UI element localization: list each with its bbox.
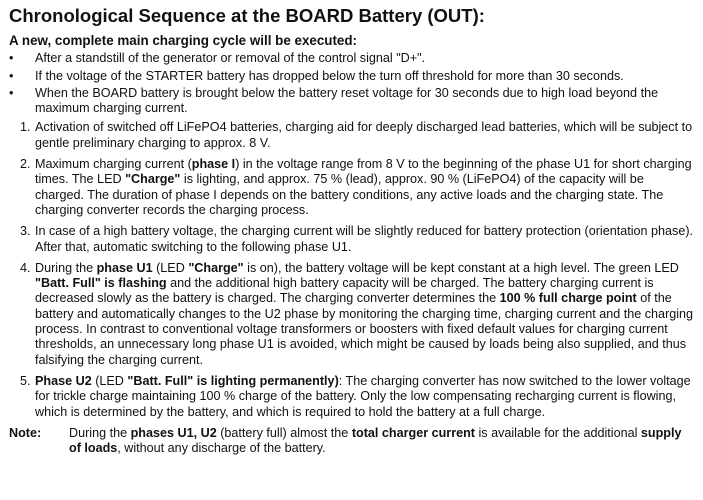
list-item	[9, 69, 695, 84]
bullet-icon: •	[9, 51, 14, 66]
step-text	[35, 224, 693, 253]
bullet-icon: •	[9, 85, 14, 100]
bold-text: supply of loads	[69, 425, 682, 456]
step-list	[9, 120, 695, 419]
section-subheading: A new, complete main charging cycle will be executed:	[9, 33, 358, 48]
bold-text: "Batt. Full" is flashing	[35, 276, 167, 291]
note-block	[9, 426, 695, 457]
step-item	[9, 224, 695, 255]
condition-list	[9, 51, 695, 116]
text-run: , without any discharge of the battery.	[117, 441, 326, 456]
bold-text: total charger current	[351, 425, 475, 440]
step-number: 4.	[20, 260, 31, 275]
bold-text: phase U1	[96, 260, 153, 275]
page-title: Chronological Sequence at the BOARD Battery (OUT):	[9, 5, 485, 26]
bold-text: "Charge"	[125, 172, 181, 187]
text-run: and the additional high battery capacity will be charged. The battery charging current is decreased slowly as the battery is charged. The charging converter determines the	[35, 276, 654, 306]
text-run: ) in the voltage range from 8 V to the beginning of the phase U1 for short charging times. The LED	[35, 157, 692, 187]
bold-text: phases U1, U2	[130, 425, 217, 440]
bold-text: Phase U2	[35, 373, 92, 388]
step-item	[9, 374, 695, 420]
step-text	[35, 261, 693, 367]
note-text	[69, 426, 695, 457]
note-label: Note:	[9, 425, 42, 440]
bold-text: 100 % full charge point	[499, 291, 637, 306]
bold-text: phase I	[191, 157, 236, 172]
step-text	[35, 374, 691, 419]
step-item	[9, 157, 695, 218]
list-item	[9, 86, 695, 117]
text-run: During the	[35, 260, 97, 275]
text-run: is on), the battery voltage will be kept constant at a high level. The green LED	[243, 260, 679, 275]
text-run: (LED	[152, 260, 189, 275]
text-run: : The charging converter has now switched to the lower voltage for trickle charge maintaining 100 % charge of the battery. Only the low compensating recharging current is flowing, which is determined by the battery, and which is required to hold the battery at a full charge.	[35, 373, 691, 419]
bold-text: "Charge"	[188, 260, 244, 275]
text-run: During the	[69, 425, 131, 440]
step-item	[9, 261, 695, 368]
text-run: of the battery and automatically changes to the U2 phase by monitoring the charging time, charging current and the charging process. In contrast to conventional voltage transformers or boosters with fixed default values for charging current thresholds, an unnecessary long phase U1 is avoided, which might be caused by loads being also supplied, and thus falsifying the charging current.	[35, 291, 694, 367]
step-number: 3.	[20, 224, 31, 239]
step-number: 2.	[20, 157, 31, 172]
step-item	[9, 120, 695, 151]
text-run: (LED	[91, 373, 128, 388]
bold-text: "Batt. Full" is lighting permanently)	[127, 373, 339, 388]
step-text	[35, 120, 692, 149]
text-run: Maximum charging current (	[35, 157, 192, 172]
step-number: 1.	[20, 120, 31, 135]
list-item-text: If the voltage of the STARTER battery has dropped below the turn off threshold for more than 30 seconds.	[35, 68, 624, 83]
list-item-text: After a standstill of the generator or removal of the control signal "D+".	[35, 51, 426, 66]
step-text	[35, 157, 692, 217]
text-run: is lighting, and approx. 75 % (lead), approx. 90 % (LiFePO4) of the capacity will be charged. The duration of phase I depends on the battery conditions, any active loads and the charging state. The charging converter records the charging process.	[35, 172, 664, 217]
list-item	[9, 51, 695, 66]
text-run: (battery full) almost the	[216, 425, 352, 440]
text-run: Activation of switched off LiFePO4 batteries, charging aid for deeply discharged lead batteries, which will be subject to gentle preliminary charging to approx. 8 V.	[35, 120, 693, 150]
text-run: In case of a high battery voltage, the charging current will be slightly reduced for battery protection (orientation phase). After that, automatic switching to the following phase U1.	[35, 224, 694, 254]
bullet-icon: •	[9, 68, 14, 83]
text-run: is available for the additional	[474, 425, 641, 440]
list-item-text: When the BOARD battery is brought below the battery reset voltage for 30 seconds due to high load beyond the maximum charging current.	[35, 85, 659, 116]
step-number: 5.	[20, 373, 31, 388]
